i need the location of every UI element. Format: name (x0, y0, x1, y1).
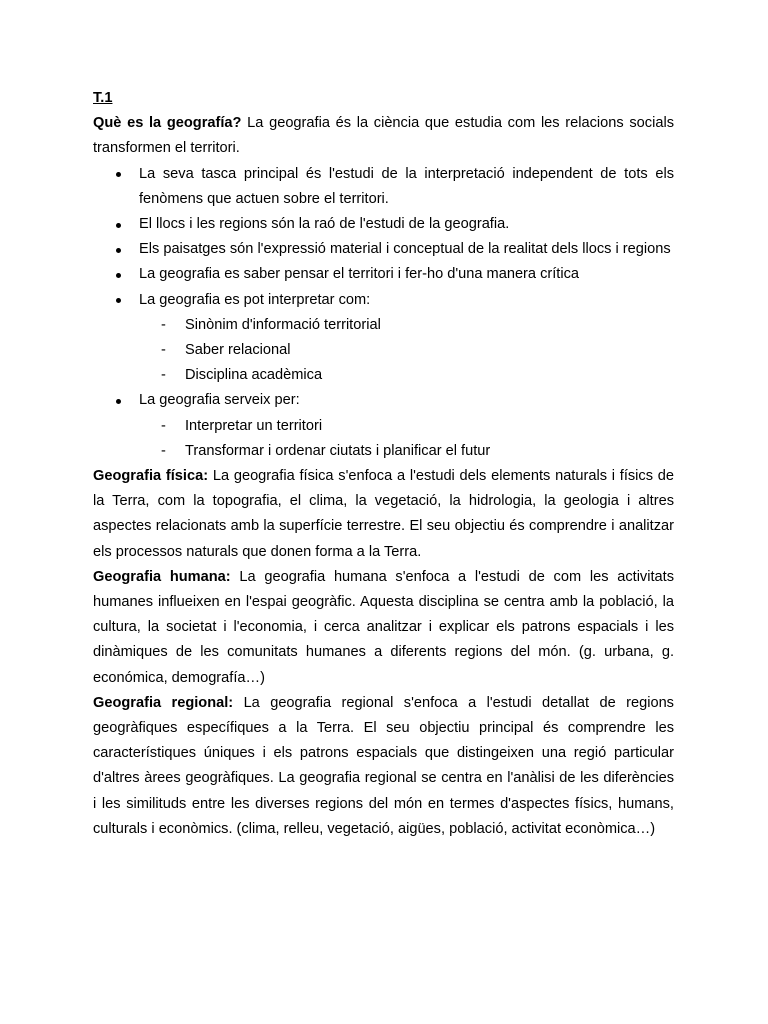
bullet-item-label: La geografia es pot interpretar com: (139, 291, 371, 308)
intro-text: La geografia és la ciència que estudia com les relacions socials transformen el territori. (93, 115, 674, 157)
fisica-paragraph (93, 464, 674, 565)
dash-item: - Saber relacional (139, 338, 674, 363)
bullet-item: El llocs i les regions són la raó de l'estudi de la geografia. (93, 212, 674, 237)
dash-item: - Sinònim d'informació territorial (139, 313, 674, 338)
bullet-item-serves (93, 388, 674, 464)
humana-paragraph (93, 565, 674, 691)
dash-item: - Disciplina acadèmica (139, 363, 674, 388)
bullet-item: Els paisatges són l'expressió material i conceptual de la realitat dels llocs i regions (93, 237, 674, 262)
interpret-as-list (139, 313, 674, 389)
regional-paragraph (93, 691, 674, 842)
bullet-item: La geografia es saber pensar el territori i fer-ho d'una manera crítica (93, 262, 674, 287)
fisica-lead: Geografia física: (93, 468, 209, 485)
humana-lead: Geografia humana: (93, 568, 231, 585)
bullet-item: La seva tasca principal és l'estudi de la interpretació independent de tots els fenòmens que actuen sobre el territori. (93, 162, 674, 212)
regional-text: La geografia regional s'enfoca a l'estudi detallat de regions geogràfiques específiques a la Terra. El seu objectiu principal és comprendre les característiques úniques i els patrons espacials que distingeixen una regió particular d'altres àrees geogràfiques. La geografia regional se centra en l'anàlisi de les diferències i les similituds entre les diverses regions del món en termes d'aspectes físics, humans, culturals i econòmics. (clima, relleu, vegetació, aigües, població, activitat econòmica…) (93, 694, 674, 837)
bullet-item-label: La geografia serveix per: (139, 392, 300, 409)
intro-paragraph (93, 111, 674, 161)
section-title: T.1 (93, 90, 113, 106)
dash-item: - Transformar i ordenar ciutats i planificar el futur (139, 439, 674, 464)
regional-lead: Geografia regional: (93, 694, 234, 711)
bullet-list (93, 162, 674, 464)
humana-text: La geografia humana s'enfoca a l'estudi de com les activitats humanes influeixen en l'espai geogràfic. Aquesta disciplina se centra amb la població, la cultura, la societat i l'economia, i cerca analitzar i explicar els patrons espacials i les dinàmiques de les comunitats humanes a diferents regions del món. (g. urbana, g. económica, demografía…) (93, 568, 674, 686)
intro-lead: Què es la geografía? (93, 115, 242, 132)
dash-item: - Interpretar un territori (139, 414, 674, 439)
fisica-text: La geografia física s'enfoca a l'estudi dels elements naturals i físics de la Terra, com la topografia, el clima, la vegetació, la hidrologia, la geologia i altres aspectes relacionats amb la superfície terrestre. El seu objectiu és comprendre i analitzar els processos naturals que donen forma a la Terra. (93, 468, 675, 560)
document-page (93, 86, 674, 842)
bullet-item-interpret (93, 288, 674, 389)
serves-for-list (139, 414, 674, 464)
